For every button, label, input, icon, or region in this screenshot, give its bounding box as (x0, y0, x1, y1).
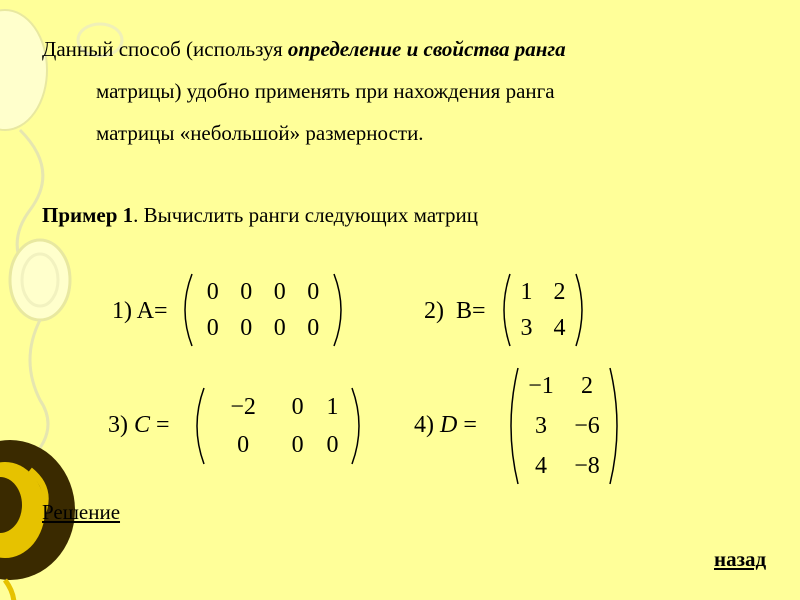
intro-line-3: матрицы «небольшой» размерности. (96, 121, 424, 145)
matrix-a-table (196, 274, 330, 346)
matrix-cell: 0 (273, 314, 286, 341)
matrix-c-table (206, 388, 350, 464)
matrix-cell: 4 (535, 452, 547, 479)
example-text: . Вычислить ранги следующих матриц (133, 203, 479, 227)
matrix-b-label: 2) B= (424, 298, 486, 324)
matrix-cell: 0 (307, 278, 320, 305)
intro-emphasis: определение и свойства ранга (287, 37, 566, 61)
balloon-top-left (0, 10, 47, 130)
intro-text: Данный способ (используя (42, 37, 288, 61)
matrix-d (504, 364, 624, 488)
back-link[interactable]: назад (714, 547, 767, 571)
matrix-b-table (510, 274, 576, 346)
matrix-cell: 4 (553, 314, 566, 341)
matrix-cell: 0 (206, 278, 219, 305)
matrix-cell: −2 (230, 393, 256, 420)
intro-line-2: матрицы) удобно применять при нахождения ранга (96, 79, 555, 103)
matrix-d-table (518, 366, 610, 486)
matrix-c (190, 384, 366, 468)
matrix-cell: −8 (574, 452, 600, 479)
balloon-mid-left (10, 240, 70, 320)
matrix-cell: −6 (574, 412, 600, 439)
matrix-cell: 0 (291, 393, 304, 420)
matrix-cell: −1 (528, 372, 554, 399)
matrix-cell: 1 (520, 278, 533, 305)
matrix-a (178, 270, 348, 350)
matrix-c-label: 3) C = (108, 412, 170, 438)
matrix-cell: 0 (326, 431, 339, 458)
intro-paragraph (42, 28, 762, 154)
matrix-cell: 0 (240, 314, 253, 341)
balloon-string-2 (30, 320, 48, 460)
example-label: Пример 1 (42, 203, 134, 227)
matrix-cell: 0 (206, 314, 219, 341)
matrix-cell: 2 (581, 372, 593, 399)
example-heading (42, 203, 478, 228)
matrix-b (498, 270, 588, 350)
matrix-a-label: 1) A= (112, 298, 168, 324)
matrix-cell: 2 (553, 278, 566, 305)
matrix-cell: 3 (535, 412, 547, 439)
matrix-cell: 0 (291, 431, 304, 458)
matrix-cell: 0 (240, 278, 253, 305)
solution-link[interactable]: Решение (42, 500, 121, 524)
matrix-cell: 1 (326, 393, 339, 420)
matrix-cell: 0 (273, 278, 286, 305)
matrix-d-label: 4) D = (414, 412, 477, 438)
matrix-cell: 3 (520, 314, 533, 341)
matrix-cell: 0 (307, 314, 320, 341)
matrix-cell: 0 (237, 431, 250, 458)
